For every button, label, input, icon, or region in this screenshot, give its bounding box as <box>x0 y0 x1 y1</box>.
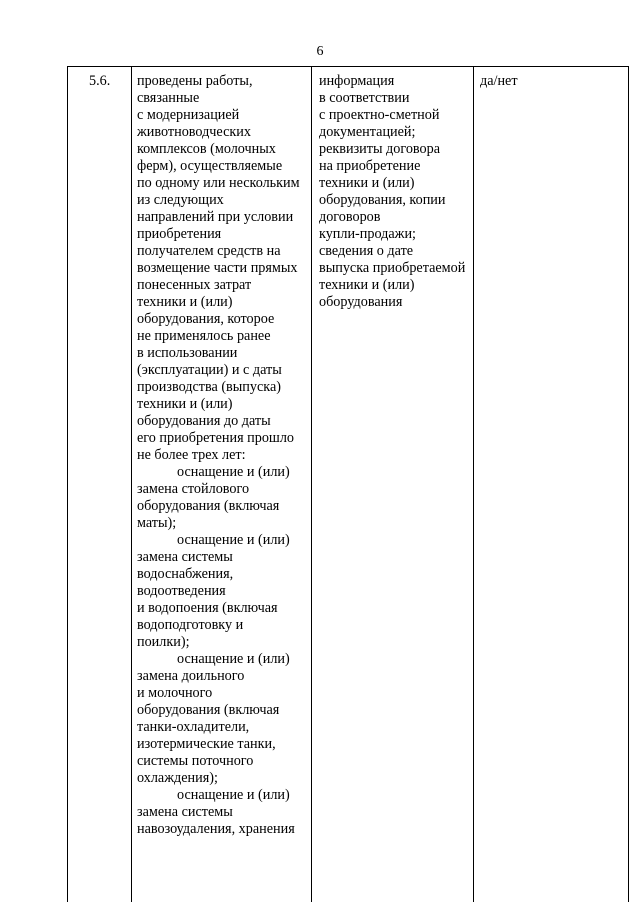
criteria-line: понесенных затрат <box>137 277 252 293</box>
criteria-line: в использовании <box>137 345 238 361</box>
criteria-line: из следующих <box>137 192 224 208</box>
criteria-line: навозоудаления, хранения <box>137 821 295 837</box>
criteria-line: оснащение и (или) <box>177 532 290 548</box>
criteria-line: производства (выпуска) <box>137 379 281 395</box>
criteria-line: оборудования (включая <box>137 702 280 718</box>
criteria-line: и водопоения (включая <box>137 600 278 616</box>
criteria-line: не более трех лет: <box>137 447 246 463</box>
criteria-line: замена стойлового <box>137 481 250 497</box>
criteria-line: охлаждения); <box>137 770 218 786</box>
criteria-line: танки-охладители, <box>137 719 250 735</box>
criteria-line: и молочного <box>137 685 213 701</box>
criteria-line: животноводческих <box>137 124 251 140</box>
documents-line: купли-продажи; <box>319 226 416 242</box>
criteria-line: с модернизацией <box>137 107 240 123</box>
criteria-line: не применялось ранее <box>137 328 271 344</box>
documents-line: с проектно-сметной <box>319 107 440 123</box>
criteria-line: замена системы <box>137 549 233 565</box>
criteria-line: приобретения <box>137 226 222 242</box>
criteria-line: получателем средств на <box>137 243 281 259</box>
criteria-line: системы поточного <box>137 753 254 769</box>
criteria-line: по одному или нескольким <box>137 175 300 191</box>
documents-line: техники и (или) <box>319 277 415 293</box>
criteria-line: оборудования, которое <box>137 311 275 327</box>
criteria-line: маты); <box>137 515 177 531</box>
documents-line: техники и (или) <box>319 175 415 191</box>
criteria-table <box>67 66 629 902</box>
criteria-line: замена доильного <box>137 668 245 684</box>
criteria-line: оборудования до даты <box>137 413 271 429</box>
criteria-line: оснащение и (или) <box>177 787 290 803</box>
criteria-line: оборудования (включая <box>137 498 280 514</box>
row-number-cell: 5.6. <box>89 73 111 89</box>
criteria-line: техники и (или) <box>137 396 233 412</box>
criteria-line: замена системы <box>137 804 233 820</box>
answer-cell: да/нет <box>480 73 518 89</box>
documents-line: реквизиты договора <box>319 141 441 157</box>
criteria-line: водоснабжения, <box>137 566 234 582</box>
criteria-line: направлений при условии <box>137 209 294 225</box>
column-divider <box>311 67 312 902</box>
criteria-cell <box>137 73 300 838</box>
criteria-line: (эксплуатации) и с даты <box>137 362 282 378</box>
documents-line: договоров <box>319 209 381 225</box>
criteria-line: оснащение и (или) <box>177 651 290 667</box>
column-divider <box>473 67 474 902</box>
documents-line: сведения о дате <box>319 243 414 259</box>
criteria-line: возмещение части прямых <box>137 260 298 276</box>
documents-line: информация <box>319 73 395 89</box>
documents-cell <box>319 73 465 311</box>
documents-line: оборудования <box>319 294 403 310</box>
documents-line: документацией; <box>319 124 416 140</box>
column-divider <box>131 67 132 902</box>
criteria-line: проведены работы, <box>137 73 253 89</box>
criteria-line: ферм), осуществляемые <box>137 158 283 174</box>
criteria-line: техники и (или) <box>137 294 233 310</box>
criteria-line: водоотведения <box>137 583 226 599</box>
criteria-line: изотермические танки, <box>137 736 276 752</box>
documents-line: в соответствии <box>319 90 410 106</box>
criteria-line: поилки); <box>137 634 190 650</box>
criteria-line: оснащение и (или) <box>177 464 290 480</box>
documents-line: на приобретение <box>319 158 421 174</box>
criteria-line: комплексов (молочных <box>137 141 276 157</box>
documents-line: выпуска приобретаемой <box>319 260 466 276</box>
criteria-line: связанные <box>137 90 200 106</box>
criteria-line: водоподготовку и <box>137 617 244 633</box>
page-number: 6 <box>316 44 324 59</box>
documents-line: оборудования, копии <box>319 192 446 208</box>
criteria-line: его приобретения прошло <box>137 430 295 446</box>
